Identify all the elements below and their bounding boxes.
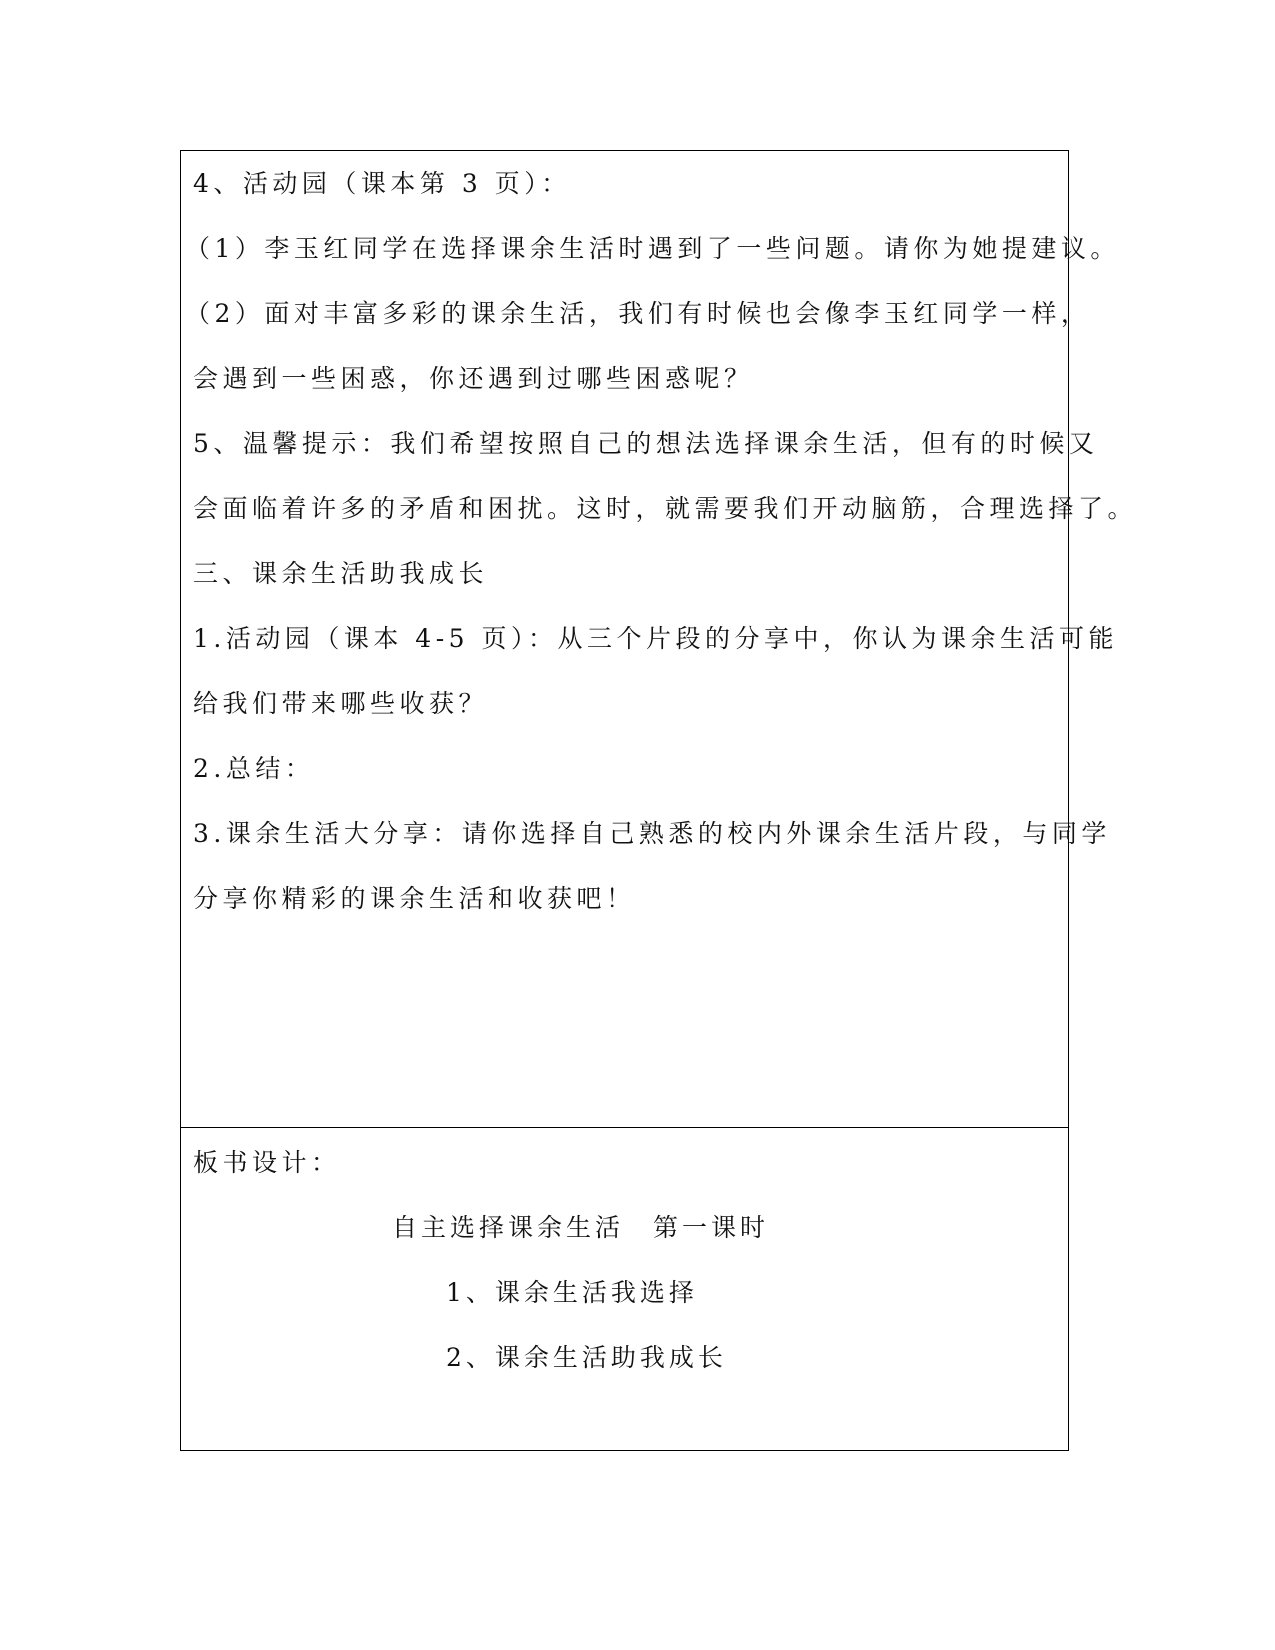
lesson-table <box>180 150 1138 1451</box>
section-heading: 三、课余生活助我成长 <box>193 559 489 588</box>
content-line: （1）李玉红同学在选择课余生活时遇到了一些问题。请你为她提建议。 <box>185 234 1120 263</box>
content-line: 4、活动园（课本第 3 页）： <box>193 169 571 198</box>
content-line: 2.总结： <box>193 754 315 783</box>
content-line: 会面临着许多的矛盾和困扰。这时，就需要我们开动脑筋，合理选择了。 <box>193 494 1138 523</box>
content-line: 1.活动园（课本 4-5 页）：从三个片段的分享中，你认为课余生活可能 <box>193 624 1119 653</box>
content-line: 分享你精彩的课余生活和收获吧！ <box>193 884 636 913</box>
content-line: 会遇到一些困惑，你还遇到过哪些困惑呢？ <box>193 364 754 393</box>
content-line: 3.课余生活大分享：请你选择自己熟悉的校内外课余生活片段，与同学 <box>193 819 1111 848</box>
content-line: 5、温馨提示：我们希望按照自己的想法选择课余生活，但有的时候又 <box>193 429 1099 458</box>
content-line: （2）面对丰富多彩的课余生活，我们有时候也会像李玉红同学一样， <box>185 299 1091 328</box>
board-item: 2、课余生活助我成长 <box>446 1343 727 1372</box>
board-title: 自主选择课余生活 第一课时 <box>392 1213 770 1242</box>
board-item: 1、课余生活我选择 <box>446 1278 698 1307</box>
board-design-heading: 板书设计： <box>193 1148 341 1177</box>
content-line: 给我们带来哪些收获？ <box>193 689 489 718</box>
board-design-cell <box>181 1128 1068 1450</box>
lesson-content-cell <box>181 151 1138 1128</box>
